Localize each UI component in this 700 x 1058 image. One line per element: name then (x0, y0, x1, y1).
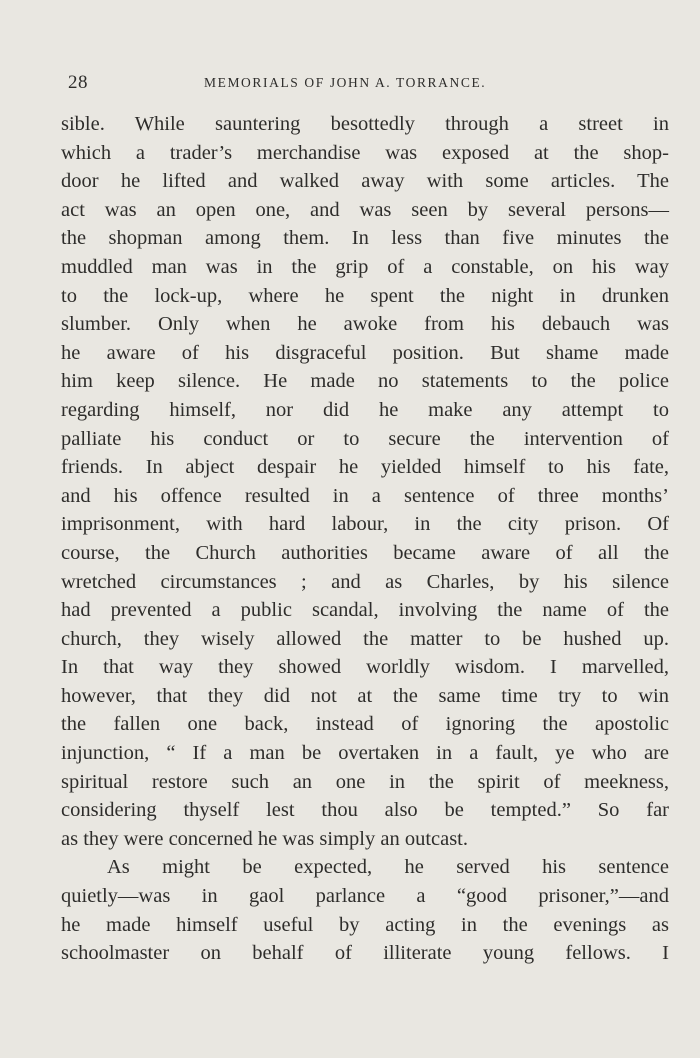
text-line: wretched circumstances ; and as Charles, by his silence (61, 570, 669, 593)
page-number: 28 (68, 72, 88, 93)
text-line: however, that they did not at the same time try to win (61, 684, 669, 707)
running-head (68, 72, 668, 96)
text-line: injunction, “ If a man be overtaken in a fault, ye who are (61, 742, 669, 765)
text-line: and his offence resulted in a sentence of three months’ (61, 484, 669, 507)
text-line: In that way they showed worldly wisdom. I marvelled, (61, 656, 669, 679)
text-line: the shopman among them. In less than five minutes the (61, 227, 669, 250)
text-line: church, they wisely allowed the matter to be hushed up. (61, 627, 669, 650)
paragraph-start-line: As might be expected, he served his sentence (107, 856, 669, 879)
text-line: considering thyself lest thou also be tempted.” So far (61, 799, 669, 822)
text-line: palliate his conduct or to secure the intervention of (61, 427, 669, 450)
text-line: to the lock-up, where he spent the night in drunken (61, 284, 669, 307)
text-line: which a trader’s merchandise was exposed at the shop- (61, 141, 669, 164)
paragraph-end-line: as they were concerned he was simply an outcast. (61, 827, 469, 850)
text-line: sible. While sauntering besottedly through a street in (61, 113, 669, 135)
text-line: slumber. Only when he awoke from his debauch was (61, 313, 669, 336)
text-line: imprisonment, with hard labour, in the city prison. Of (61, 513, 669, 536)
text-line: schoolmaster on behalf of illiterate young fellows. I (61, 942, 669, 965)
body-text (61, 110, 669, 968)
text-line: door he lifted and walked away with some articles. The (61, 170, 669, 193)
text-line: regarding himself, nor did he make any attempt to (61, 398, 669, 421)
text-line: the fallen one back, instead of ignoring the apostolic (61, 713, 669, 736)
text-line: friends. In abject despair he yielded himself to his fate, (61, 456, 669, 479)
text-line: course, the Church authorities became aware of all the (61, 541, 669, 564)
text-line: quietly—was in gaol parlance a “good prisoner,”—and (61, 885, 669, 908)
text-line: act was an open one, and was seen by several persons— (61, 198, 669, 221)
text-line: had prevented a public scandal, involving the name of the (61, 599, 669, 622)
text-line: he made himself useful by acting in the evenings as (61, 913, 669, 936)
running-title: MEMORIALS OF JOHN A. TORRANCE. (204, 75, 487, 90)
text-line: muddled man was in the grip of a constable, on his way (61, 255, 669, 278)
text-line: he aware of his disgraceful position. But shame made (61, 341, 669, 364)
text-line: him keep silence. He made no statements to the police (61, 370, 669, 393)
text-line: spiritual restore such an one in the spirit of meekness, (61, 770, 669, 793)
